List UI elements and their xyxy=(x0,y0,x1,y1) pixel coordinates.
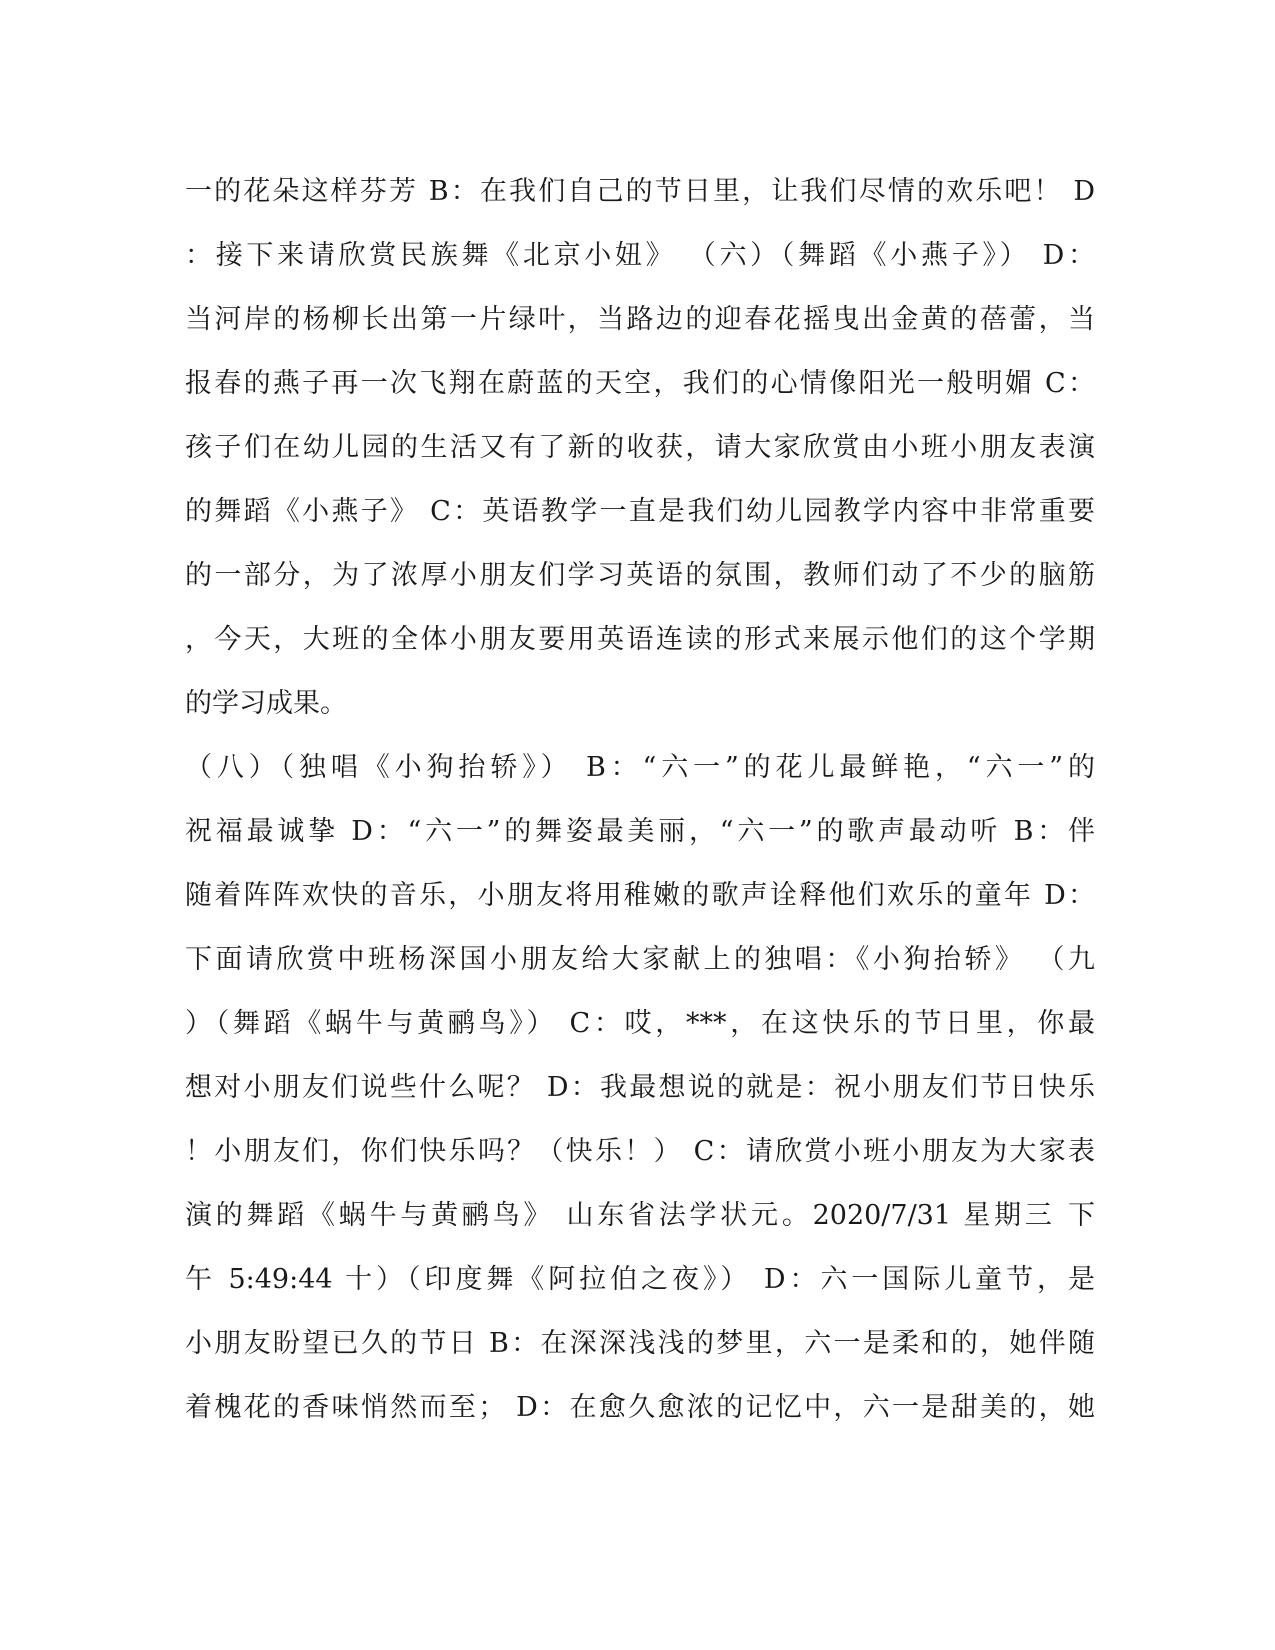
text-line-3: 当河岸的杨柳长出第一片绿叶，当路边的迎春花摇曳出金黄的蓓蕾，当 xyxy=(185,304,1095,335)
text-line-11: 祝福最诚挚 D：“六一”的舞姿最美丽，“六一”的歌声最动听 B：伴 xyxy=(185,816,1095,847)
text-line-5: 孩子们在幼儿园的生活又有了新的收获，请大家欣赏由小班小朋友表演 xyxy=(185,432,1095,463)
text-line-15: 想对小朋友们说些什么呢？ D：我最想说的就是：祝小朋友们节日快乐 xyxy=(185,1072,1095,1103)
text-line-17: 演的舞蹈《蜗牛与黄鹂鸟》 山东省法学状元。2020/7/31 星期三 下 xyxy=(185,1200,1095,1231)
text-line-9: 的学习成果。 xyxy=(185,688,347,719)
text-line-18: 午 5:49:44 十）（印度舞《阿拉伯之夜》） D：六一国际儿童节，是 xyxy=(185,1264,1095,1295)
body-text xyxy=(185,160,1095,1440)
text-line-6: 的舞蹈《小燕子》 C：英语教学一直是我们幼儿园教学内容中非常重要 xyxy=(185,496,1095,527)
text-line-16: ！小朋友们，你们快乐吗？（快乐！） C：请欣赏小班小朋友为大家表 xyxy=(185,1136,1095,1167)
text-line-2: ：接下来请欣赏民族舞《北京小妞》 （六）（舞蹈《小燕子》） D： xyxy=(185,240,1095,271)
text-line-8: ，今天，大班的全体小朋友要用英语连读的形式来展示他们的这个学期 xyxy=(185,624,1095,655)
text-line-19: 小朋友盼望已久的节日 B：在深深浅浅的梦里，六一是柔和的，她伴随 xyxy=(185,1328,1095,1359)
text-line-20: 着槐花的香味悄然而至； D：在愈久愈浓的记忆中，六一是甜美的，她 xyxy=(185,1392,1095,1423)
text-line-14: ）（舞蹈《蜗牛与黄鹂鸟》） C：哎，***，在这快乐的节日里，你最 xyxy=(185,1008,1095,1039)
text-line-13: 下面请欣赏中班杨深国小朋友给大家献上的独唱：《小狗抬轿》 （九 xyxy=(185,944,1095,975)
text-line-12: 随着阵阵欢快的音乐，小朋友将用稚嫩的歌声诠释他们欢乐的童年 D： xyxy=(185,880,1095,911)
text-line-1: 一的花朵这样芬芳 B：在我们自己的节日里，让我们尽情的欢乐吧！ D xyxy=(185,176,1095,207)
text-line-7: 的一部分，为了浓厚小朋友们学习英语的氛围，教师们动了不少的脑筋 xyxy=(185,560,1095,591)
text-line-4: 报春的燕子再一次飞翔在蔚蓝的天空，我们的心情像阳光一般明媚 C： xyxy=(185,368,1095,399)
text-line-10: （八）（独唱《小狗抬轿》） B：“六一”的花儿最鲜艳，“六一”的 xyxy=(185,752,1095,783)
